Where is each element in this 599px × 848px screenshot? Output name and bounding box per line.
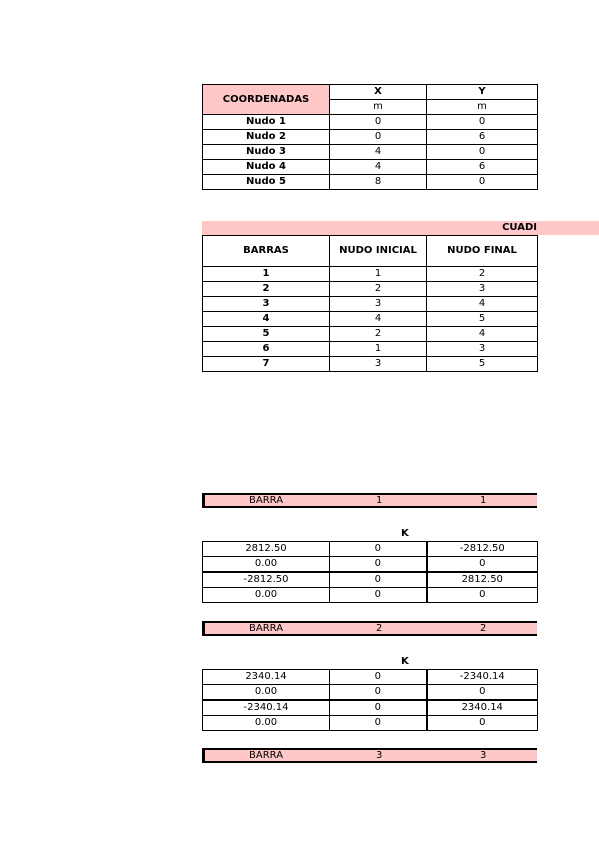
matrix-cell: -2340.14 xyxy=(427,670,538,685)
cuadro-title: CUADI xyxy=(502,222,537,233)
bar-final-node: 4 xyxy=(427,327,538,342)
barra-header-1 xyxy=(202,493,537,508)
node-y: 0 xyxy=(427,145,538,160)
stiffness-matrix-label: K xyxy=(401,656,409,667)
matrix-cell: 0 xyxy=(330,700,427,716)
table-row xyxy=(203,297,538,312)
header-nudo-final: NUDO FINAL xyxy=(427,236,538,267)
matrix-cell: -2812.50 xyxy=(427,542,538,557)
matrix-row xyxy=(203,588,538,603)
matrix-cell: 0 xyxy=(330,588,427,603)
matrix-cell: 0 xyxy=(427,716,538,731)
bar-number: 6 xyxy=(203,342,330,357)
matrix-cell: 0.00 xyxy=(203,588,330,603)
bar-final-node: 3 xyxy=(427,342,538,357)
table-row xyxy=(203,327,538,342)
node-y: 6 xyxy=(427,160,538,175)
stiffness-matrix-2 xyxy=(202,669,538,731)
bar-number: 5 xyxy=(203,327,330,342)
barra-label: BARRA xyxy=(249,495,284,506)
matrix-cell: -2812.50 xyxy=(203,572,330,588)
barra-label: BARRA xyxy=(249,750,284,761)
coordinates-label: COORDENADAS xyxy=(203,85,330,115)
matrix-cell: 0 xyxy=(330,542,427,557)
matrix-cell: 0 xyxy=(330,557,427,573)
matrix-cell: 2340.14 xyxy=(427,700,538,716)
node-name: Nudo 5 xyxy=(203,175,330,190)
matrix-cell: 0 xyxy=(330,572,427,588)
matrix-cell: 2812.50 xyxy=(427,572,538,588)
barra-value-1: 2 xyxy=(376,623,383,634)
matrix-cell: 0 xyxy=(330,716,427,731)
bar-final-node: 5 xyxy=(427,312,538,327)
node-y: 6 xyxy=(427,130,538,145)
matrix-cell: 0 xyxy=(330,685,427,701)
matrix-cell: 0.00 xyxy=(203,685,330,701)
node-y: 0 xyxy=(427,115,538,130)
col-x-header: X xyxy=(330,85,427,100)
barra-value-1: 1 xyxy=(376,495,383,506)
unit-y: m xyxy=(427,100,538,115)
node-name: Nudo 1 xyxy=(203,115,330,130)
barras-table xyxy=(202,235,538,372)
matrix-cell: 0 xyxy=(427,685,538,701)
bar-initial-node: 2 xyxy=(330,282,427,297)
table-row xyxy=(203,357,538,372)
node-y: 0 xyxy=(427,175,538,190)
barra-value-2: 3 xyxy=(480,750,487,761)
matrix-cell: 0 xyxy=(427,557,538,573)
matrix-row xyxy=(203,670,538,685)
bar-initial-node: 1 xyxy=(330,342,427,357)
bar-number: 2 xyxy=(203,282,330,297)
matrix-row xyxy=(203,542,538,557)
bar-number: 3 xyxy=(203,297,330,312)
bar-final-node: 4 xyxy=(427,297,538,312)
coordinates-table xyxy=(202,84,538,190)
cuadro-title-bar xyxy=(202,221,599,235)
table-row xyxy=(203,160,538,175)
matrix-row xyxy=(203,557,538,573)
bar-initial-node: 2 xyxy=(330,327,427,342)
table-row xyxy=(203,175,538,190)
barra-header-3 xyxy=(202,748,537,763)
unit-x: m xyxy=(330,100,427,115)
table-row xyxy=(203,312,538,327)
barra-header-2 xyxy=(202,621,537,636)
header-barras: BARRAS xyxy=(203,236,330,267)
bar-initial-node: 3 xyxy=(330,297,427,312)
matrix-cell: 0.00 xyxy=(203,557,330,573)
matrix-cell: 2340.14 xyxy=(203,670,330,685)
barra-value-2: 2 xyxy=(480,623,487,634)
node-x: 4 xyxy=(330,160,427,175)
barra-label: BARRA xyxy=(249,623,284,634)
table-row xyxy=(203,342,538,357)
bar-initial-node: 3 xyxy=(330,357,427,372)
table-row xyxy=(203,267,538,282)
node-name: Nudo 2 xyxy=(203,130,330,145)
header-nudo-inicial: NUDO INICIAL xyxy=(330,236,427,267)
table-row xyxy=(203,282,538,297)
matrix-cell: 0.00 xyxy=(203,716,330,731)
bar-final-node: 3 xyxy=(427,282,538,297)
matrix-row xyxy=(203,700,538,716)
node-x: 4 xyxy=(330,145,427,160)
bar-number: 1 xyxy=(203,267,330,282)
matrix-cell: 2812.50 xyxy=(203,542,330,557)
matrix-cell: 0 xyxy=(427,588,538,603)
bar-initial-node: 4 xyxy=(330,312,427,327)
bar-initial-node: 1 xyxy=(330,267,427,282)
col-y-header: Y xyxy=(427,85,538,100)
stiffness-matrix-1 xyxy=(202,541,538,603)
matrix-cell: -2340.14 xyxy=(203,700,330,716)
table-row xyxy=(203,145,538,160)
node-x: 0 xyxy=(330,115,427,130)
node-x: 0 xyxy=(330,130,427,145)
node-name: Nudo 3 xyxy=(203,145,330,160)
stiffness-matrix-label: K xyxy=(401,528,409,539)
barra-value-1: 3 xyxy=(376,750,383,761)
table-row xyxy=(203,115,538,130)
matrix-row xyxy=(203,572,538,588)
bar-number: 4 xyxy=(203,312,330,327)
node-name: Nudo 4 xyxy=(203,160,330,175)
barra-value-2: 1 xyxy=(480,495,487,506)
table-row xyxy=(203,130,538,145)
matrix-cell: 0 xyxy=(330,670,427,685)
bar-number: 7 xyxy=(203,357,330,372)
bar-final-node: 5 xyxy=(427,357,538,372)
node-x: 8 xyxy=(330,175,427,190)
matrix-row xyxy=(203,716,538,731)
matrix-row xyxy=(203,685,538,701)
bar-final-node: 2 xyxy=(427,267,538,282)
